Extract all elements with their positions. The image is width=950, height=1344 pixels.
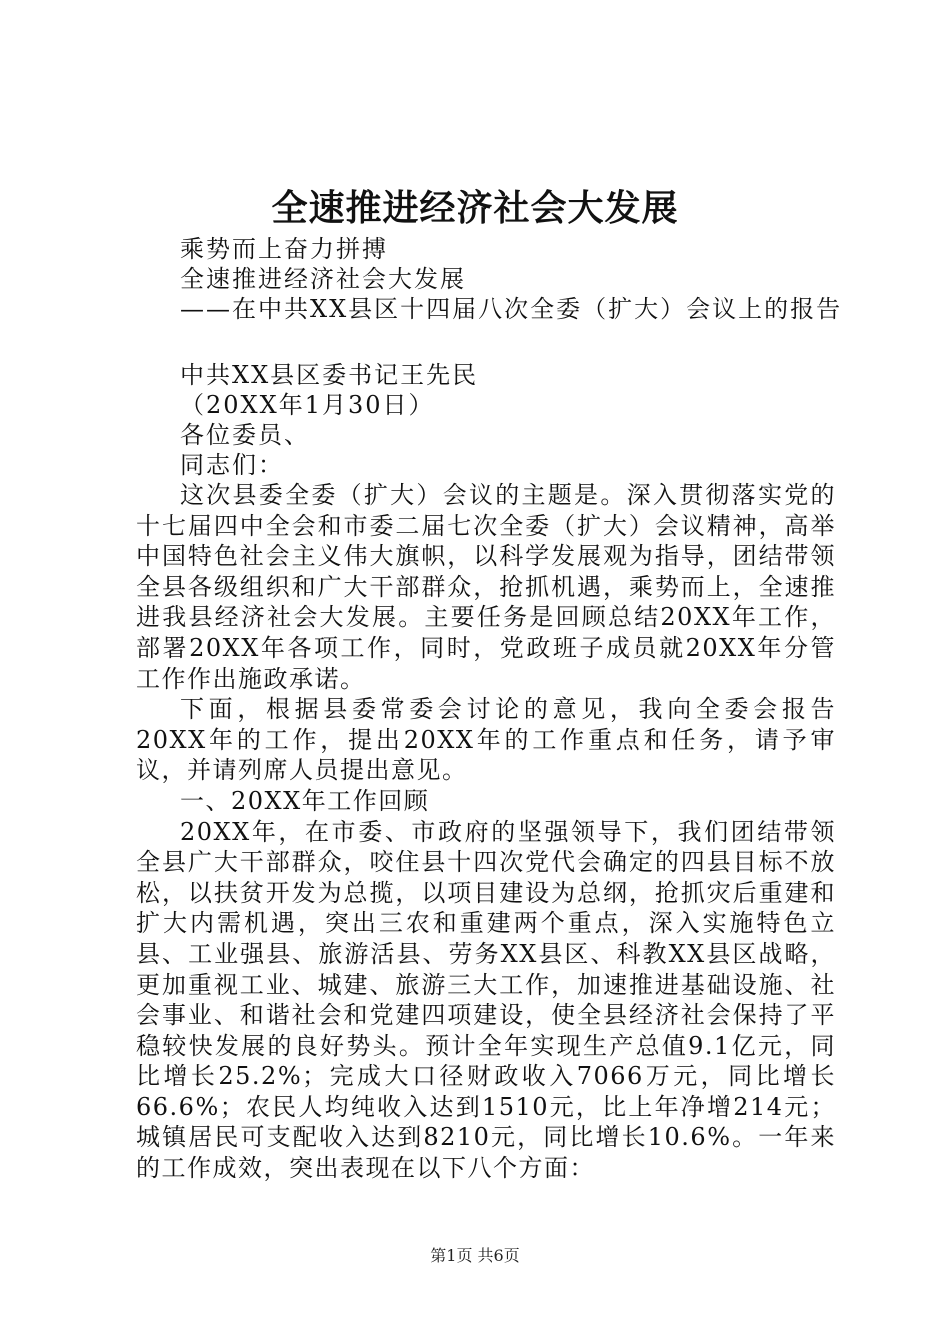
date-line: （20XX年1月30日） <box>180 391 435 419</box>
paragraph: 下面，根据县委常委会讨论的意见，我向全委会报告20XX年的工作，提出20XX年的工作重点和任务，请予审议，并请列席人员提出意见。 <box>136 695 836 785</box>
author-line: 中共XX县区委书记王先民 <box>180 361 479 389</box>
page-footer: 第1页 共6页 <box>430 1246 520 1265</box>
section-heading: 一、20XX年工作回顾 <box>180 786 430 815</box>
paragraph: 20XX年，在市委、市政府的坚强领导下，我们团结带领全县广大干部群众，咬住县十四次党代会确定的四县目标不放松，以扶贫开发为总揽，以项目建设为总纲，抢抓灾后重建和扩大内需机遇，突出三农和重建两个重点，深入实施特色立县、工业强县、旅游活县、劳务XX县区、科教XX县区战略，更加重视工业、城建、旅游三大工作，加速推进基础设施、社会事业、和谐社会和党建四项建设，使全县经济社会保持了平稳较快发展的良好势头。预计全年实现生产总值9.1亿元，同比增长25.2%；完成大口径财政收入7066万元，同比增长66.6%；农民人均纯收入达到1510元，比上年净增214元；城镇居民可支配收入达到8210元，同比增长10.6%。一年来的工作成效，突出表现在以下八个方面： <box>136 817 836 1183</box>
meta-block <box>180 360 478 480</box>
heading-line: ——在中共XX县区十四届八次全委（扩大）会议上的报告 <box>180 295 843 323</box>
body-text <box>136 480 836 1184</box>
salutation-line: 同志们： <box>180 451 284 479</box>
document-title: 全速推进经济社会大发展 <box>271 187 679 229</box>
heading-block <box>180 234 842 324</box>
heading-line: 全速推进经济社会大发展 <box>180 265 466 293</box>
salutation-line: 各位委员、 <box>180 421 310 449</box>
heading-line: 乘势而上奋力拼搏 <box>180 235 388 263</box>
paragraph: 这次县委全委（扩大）会议的主题是。深入贯彻落实党的十七届四中全会和市委二届七次全委（扩大）会议精神，高举中国特色社会主义伟大旗帜，以科学发展观为指导，团结带领全县各级组织和广大干部群众，抢抓机遇，乘势而上，全速推进我县经济社会大发展。主要任务是回顾总结20XX年工作，部署20XX年各项工作，同时，党政班子成员就20XX年分管工作作出施政承诺。 <box>136 481 836 693</box>
